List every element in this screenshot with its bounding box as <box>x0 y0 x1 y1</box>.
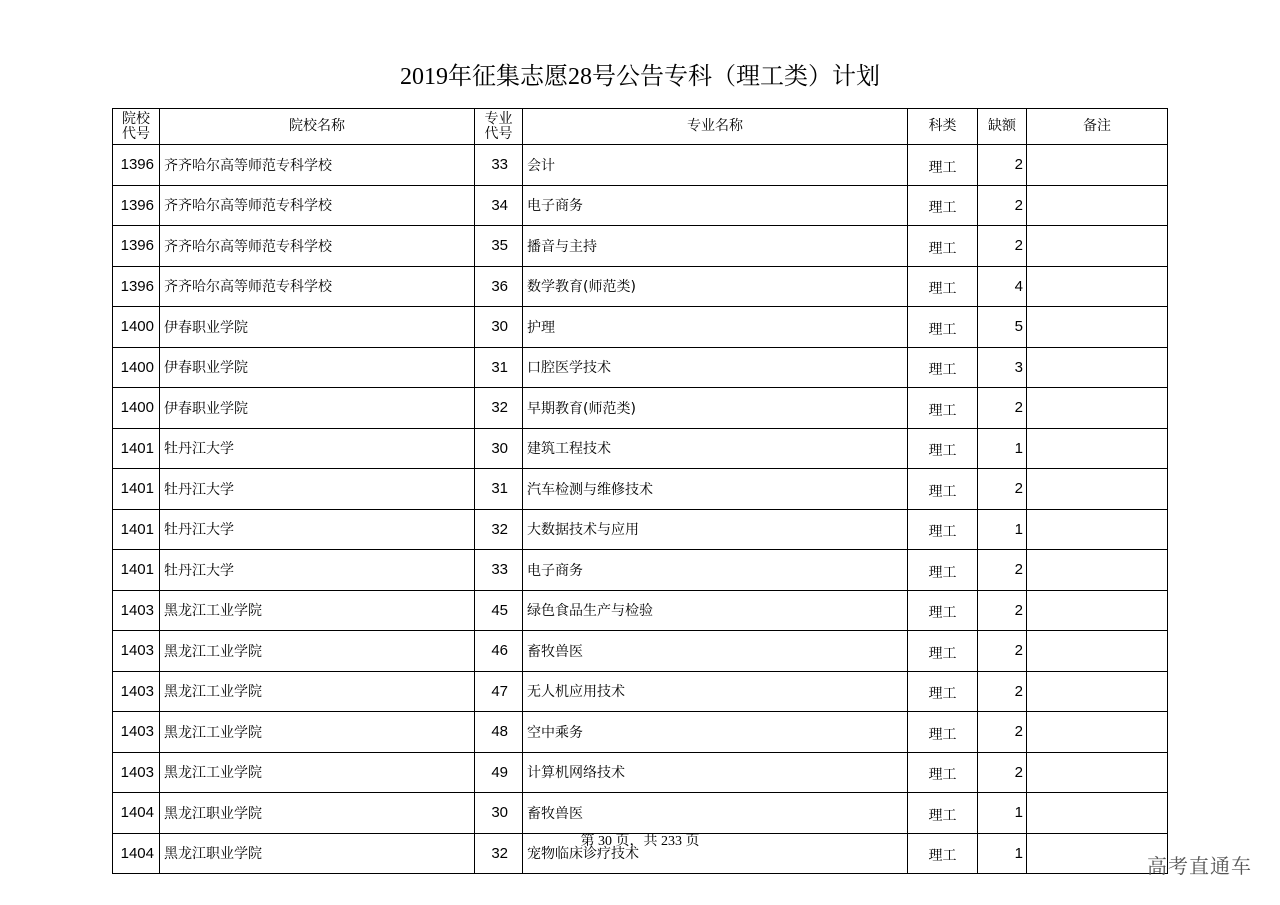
category-cell: 理工 <box>908 185 978 226</box>
major-code-cell: 36 <box>475 266 523 307</box>
major-code-cell: 32 <box>475 833 523 874</box>
header-major-name: 专业名称 <box>523 109 908 145</box>
school-code-cell: 1401 <box>113 469 160 510</box>
table-row <box>113 388 1168 429</box>
quota-cell: 2 <box>978 226 1027 267</box>
category-cell: 理工 <box>908 590 978 631</box>
table-row <box>113 550 1168 591</box>
major-name-cell: 畜牧兽医 <box>523 793 908 834</box>
table-row <box>113 347 1168 388</box>
quota-cell: 4 <box>978 266 1027 307</box>
remarks-cell <box>1027 793 1168 834</box>
enrollment-plan-table <box>112 108 1168 874</box>
category-cell: 理工 <box>908 671 978 712</box>
major-code-cell: 35 <box>475 226 523 267</box>
major-code-cell: 32 <box>475 388 523 429</box>
remarks-cell <box>1027 509 1168 550</box>
page-number: 第 30 页，共 233 页 <box>580 834 700 849</box>
table-row <box>113 509 1168 550</box>
major-name-cell: 电子商务 <box>523 185 908 226</box>
remarks-cell <box>1027 752 1168 793</box>
table-row <box>113 185 1168 226</box>
major-name-cell: 数学教育(师范类) <box>523 266 908 307</box>
category-cell: 理工 <box>908 226 978 267</box>
school-name-cell: 黑龙江职业学院 <box>160 793 475 834</box>
school-code-cell: 1403 <box>113 590 160 631</box>
quota-cell: 2 <box>978 752 1027 793</box>
remarks-cell <box>1027 347 1168 388</box>
school-code-cell: 1401 <box>113 509 160 550</box>
major-code-cell: 46 <box>475 631 523 672</box>
school-code-cell: 1401 <box>113 428 160 469</box>
major-name-cell: 无人机应用技术 <box>523 671 908 712</box>
major-name-cell: 大数据技术与应用 <box>523 509 908 550</box>
remarks-cell <box>1027 469 1168 510</box>
school-code-cell: 1403 <box>113 631 160 672</box>
major-name-cell: 播音与主持 <box>523 226 908 267</box>
quota-cell: 2 <box>978 550 1027 591</box>
category-cell: 理工 <box>908 266 978 307</box>
table-row <box>113 671 1168 712</box>
table-row <box>113 590 1168 631</box>
school-code-cell: 1396 <box>113 145 160 186</box>
major-code-cell: 49 <box>475 752 523 793</box>
category-cell: 理工 <box>908 752 978 793</box>
category-cell: 理工 <box>908 550 978 591</box>
major-name-cell: 早期教育(师范类) <box>523 388 908 429</box>
major-name-cell: 畜牧兽医 <box>523 631 908 672</box>
category-cell: 理工 <box>908 469 978 510</box>
school-code-cell: 1404 <box>113 793 160 834</box>
quota-cell: 2 <box>978 388 1027 429</box>
school-name-cell: 黑龙江工业学院 <box>160 631 475 672</box>
table-row <box>113 307 1168 348</box>
category-cell: 理工 <box>908 712 978 753</box>
remarks-cell <box>1027 185 1168 226</box>
header-category: 科类 <box>908 109 978 145</box>
major-name-cell: 建筑工程技术 <box>523 428 908 469</box>
school-name-cell: 齐齐哈尔高等师范专科学校 <box>160 226 475 267</box>
remarks-cell <box>1027 550 1168 591</box>
table-row <box>113 266 1168 307</box>
table-row <box>113 752 1168 793</box>
school-code-cell: 1400 <box>113 347 160 388</box>
header-major-code: 专业 代号 <box>475 109 523 145</box>
major-name-cell: 计算机网络技术 <box>523 752 908 793</box>
school-code-cell: 1403 <box>113 752 160 793</box>
major-code-cell: 30 <box>475 793 523 834</box>
quota-cell: 5 <box>978 307 1027 348</box>
quota-cell: 1 <box>978 509 1027 550</box>
category-cell: 理工 <box>908 833 978 874</box>
major-name-cell: 护理 <box>523 307 908 348</box>
quota-cell: 2 <box>978 469 1027 510</box>
quota-cell: 2 <box>978 185 1027 226</box>
school-name-cell: 黑龙江工业学院 <box>160 590 475 631</box>
school-code-cell: 1396 <box>113 266 160 307</box>
major-name-cell: 空中乘务 <box>523 712 908 753</box>
remarks-cell <box>1027 428 1168 469</box>
major-name-cell: 汽车检测与维修技术 <box>523 469 908 510</box>
school-name-cell: 牡丹江大学 <box>160 469 475 510</box>
header-school-code: 院校 代号 <box>113 109 160 145</box>
school-name-cell: 牡丹江大学 <box>160 550 475 591</box>
remarks-cell <box>1027 712 1168 753</box>
school-code-cell: 1403 <box>113 671 160 712</box>
table-row <box>113 145 1168 186</box>
quota-cell: 1 <box>978 833 1027 874</box>
major-name-cell: 口腔医学技术 <box>523 347 908 388</box>
major-name-cell: 电子商务 <box>523 550 908 591</box>
table-header <box>113 109 1168 145</box>
school-name-cell: 黑龙江工业学院 <box>160 671 475 712</box>
table-row <box>113 712 1168 753</box>
quota-cell: 1 <box>978 428 1027 469</box>
header-quota: 缺额 <box>978 109 1027 145</box>
school-name-cell: 黑龙江职业学院 <box>160 833 475 874</box>
school-code-cell: 1401 <box>113 550 160 591</box>
header-remarks: 备注 <box>1027 109 1168 145</box>
watermark: 高考直通车 <box>1147 854 1252 878</box>
table-row <box>113 428 1168 469</box>
category-cell: 理工 <box>908 347 978 388</box>
school-name-cell: 牡丹江大学 <box>160 509 475 550</box>
major-name-cell: 绿色食品生产与检验 <box>523 590 908 631</box>
remarks-cell <box>1027 631 1168 672</box>
major-code-cell: 31 <box>475 469 523 510</box>
remarks-cell <box>1027 307 1168 348</box>
category-cell: 理工 <box>908 509 978 550</box>
remarks-cell <box>1027 145 1168 186</box>
table-row <box>113 793 1168 834</box>
quota-cell: 2 <box>978 671 1027 712</box>
remarks-cell <box>1027 226 1168 267</box>
school-name-cell: 伊春职业学院 <box>160 388 475 429</box>
major-code-cell: 31 <box>475 347 523 388</box>
quota-cell: 2 <box>978 712 1027 753</box>
category-cell: 理工 <box>908 145 978 186</box>
school-code-cell: 1396 <box>113 185 160 226</box>
major-code-cell: 30 <box>475 307 523 348</box>
table-body <box>113 145 1168 874</box>
category-cell: 理工 <box>908 793 978 834</box>
quota-cell: 2 <box>978 631 1027 672</box>
school-name-cell: 伊春职业学院 <box>160 307 475 348</box>
school-name-cell: 齐齐哈尔高等师范专科学校 <box>160 266 475 307</box>
major-code-cell: 45 <box>475 590 523 631</box>
major-code-cell: 33 <box>475 145 523 186</box>
table-row <box>113 226 1168 267</box>
school-code-cell: 1403 <box>113 712 160 753</box>
major-name-cell: 宠物临床诊疗技术 <box>523 833 908 874</box>
remarks-cell <box>1027 388 1168 429</box>
school-code-cell: 1404 <box>113 833 160 874</box>
remarks-cell <box>1027 671 1168 712</box>
major-code-cell: 48 <box>475 712 523 753</box>
category-cell: 理工 <box>908 307 978 348</box>
category-cell: 理工 <box>908 388 978 429</box>
table-row <box>113 469 1168 510</box>
quota-cell: 2 <box>978 590 1027 631</box>
school-code-cell: 1396 <box>113 226 160 267</box>
school-code-cell: 1400 <box>113 388 160 429</box>
school-name-cell: 牡丹江大学 <box>160 428 475 469</box>
major-code-cell: 30 <box>475 428 523 469</box>
header-school-name: 院校名称 <box>160 109 475 145</box>
school-code-cell: 1400 <box>113 307 160 348</box>
major-code-cell: 34 <box>475 185 523 226</box>
major-name-cell: 会计 <box>523 145 908 186</box>
category-cell: 理工 <box>908 631 978 672</box>
table-row <box>113 631 1168 672</box>
major-code-cell: 47 <box>475 671 523 712</box>
quota-cell: 2 <box>978 145 1027 186</box>
quota-cell: 1 <box>978 793 1027 834</box>
major-code-cell: 33 <box>475 550 523 591</box>
page-title: 2019年征集志愿28号公告专科（理工类）计划 <box>400 64 880 90</box>
school-name-cell: 黑龙江工业学院 <box>160 752 475 793</box>
category-cell: 理工 <box>908 428 978 469</box>
major-code-cell: 32 <box>475 509 523 550</box>
remarks-cell <box>1027 590 1168 631</box>
quota-cell: 3 <box>978 347 1027 388</box>
school-name-cell: 伊春职业学院 <box>160 347 475 388</box>
school-name-cell: 黑龙江工业学院 <box>160 712 475 753</box>
remarks-cell <box>1027 266 1168 307</box>
school-name-cell: 齐齐哈尔高等师范专科学校 <box>160 145 475 186</box>
school-name-cell: 齐齐哈尔高等师范专科学校 <box>160 185 475 226</box>
